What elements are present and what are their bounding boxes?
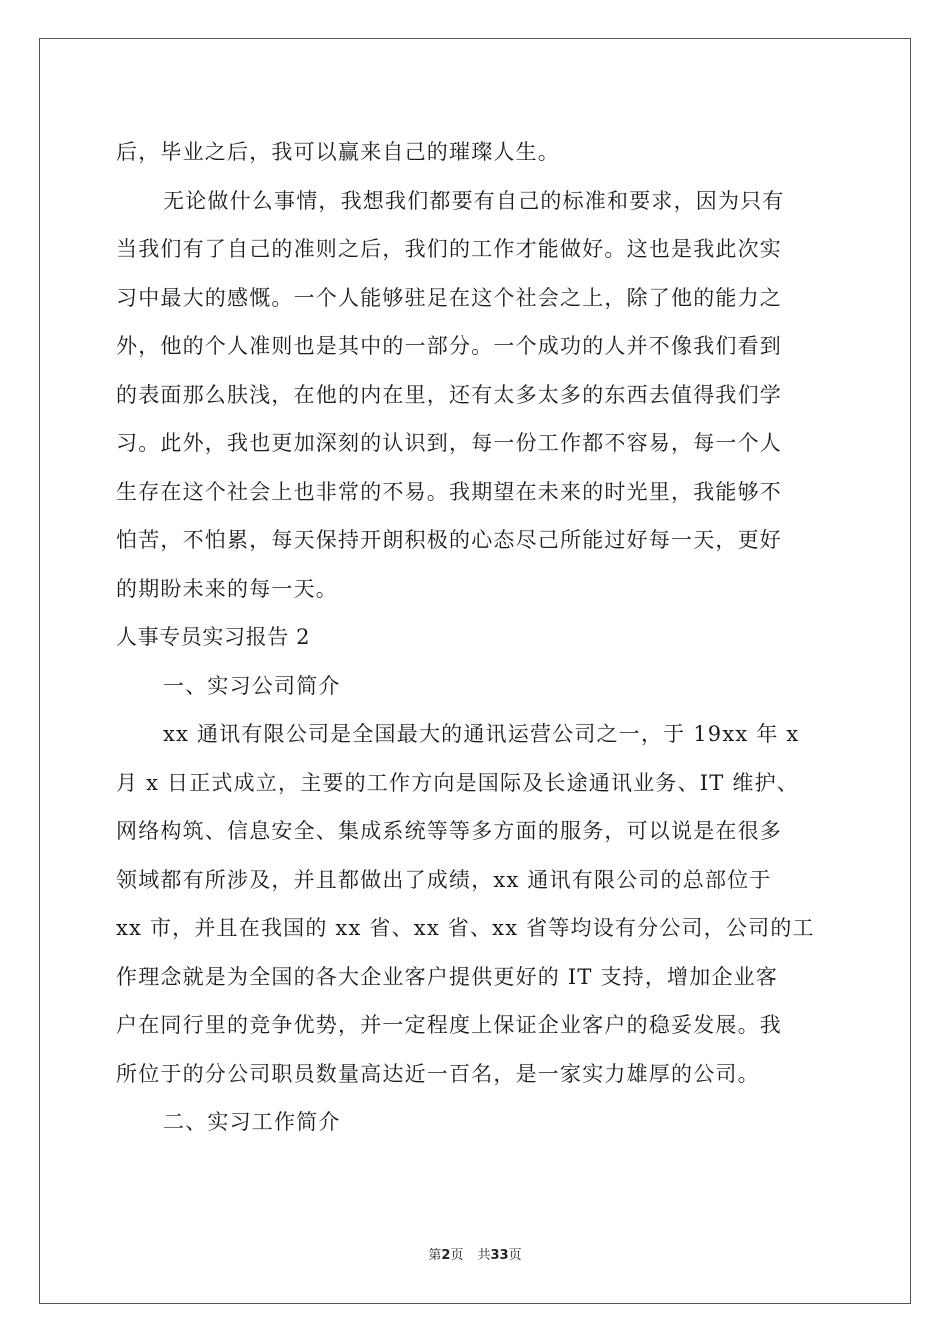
total-pages: 33 xyxy=(490,1248,509,1263)
text-line: 习中最大的感慨。一个人能够驻足在这个社会之上，除了他的能力之 xyxy=(116,285,782,310)
text-line: 的期盼未来的每一天。 xyxy=(116,576,338,601)
text-line: 当我们有了自己的准则之后，我们的工作才能做好。这也是我此次实 xyxy=(116,237,782,261)
document-body xyxy=(116,128,841,1147)
text-line: 后，毕业之后，我可以赢来自己的璀璨人生。 xyxy=(116,140,560,164)
page-prefix: 第 xyxy=(428,1248,442,1263)
page-number: 2 xyxy=(441,1248,451,1263)
total-prefix: 共 xyxy=(477,1248,491,1263)
page-suffix: 页 xyxy=(450,1248,464,1263)
text-line: 所位于的分公司职员数量高达近一百名，是一家实力雄厚的公司。 xyxy=(116,1061,760,1086)
total-suffix: 页 xyxy=(508,1248,522,1263)
text-line: xx 通讯有限公司是全国最大的通讯运营公司之一，于 19xx 年 x xyxy=(163,722,800,746)
text-line: 生存在这个社会上也非常的不易。我期望在未来的时光里，我能够不 xyxy=(116,479,782,504)
text-line: 户在同行里的竞争优势，并一定程度上保证企业客户的稳妥发展。我 xyxy=(116,1013,782,1037)
text-line: 无论做什么事情，我想我们都要有自己的标准和要求，因为只有 xyxy=(163,188,785,213)
text-line: 的表面那么肤浅，在他的内在里，还有太多太多的东西去值得我们学 xyxy=(116,382,782,407)
subsection-heading: 二、实习工作简介 xyxy=(163,1110,341,1134)
section-title: 人事专员实习报告 2 xyxy=(116,625,311,649)
text-line: 习。此外，我也更加深刻的认识到，每一份工作都不容易，每一个人 xyxy=(116,431,782,455)
text-line: 月 x 日正式成立，主要的工作方向是国际及长途通讯业务、IT 维护、 xyxy=(116,770,799,795)
text-line: 网络构筑、信息安全、集成系统等等多方面的服务，可以说是在很多 xyxy=(116,819,782,843)
page-footer xyxy=(0,1244,950,1263)
text-line: 作理念就是为全国的各大企业客户提供更好的 IT 支持，增加企业客 xyxy=(116,964,779,989)
text-line: 怕苦，不怕累，每天保持开朗积极的心态尽己所能过好每一天，更好 xyxy=(116,528,782,552)
text-line: 领域都有所涉及，并且都做出了成绩，xx 通讯有限公司的总部位于 xyxy=(116,867,772,892)
subsection-heading: 一、实习公司简介 xyxy=(163,673,341,698)
text-line: xx 市，并且在我国的 xx 省、xx 省、xx 省等均设有分公司，公司的工 xyxy=(116,916,815,940)
text-line: 外，他的个人准则也是其中的一部分。一个成功的人并不像我们看到 xyxy=(116,334,782,358)
